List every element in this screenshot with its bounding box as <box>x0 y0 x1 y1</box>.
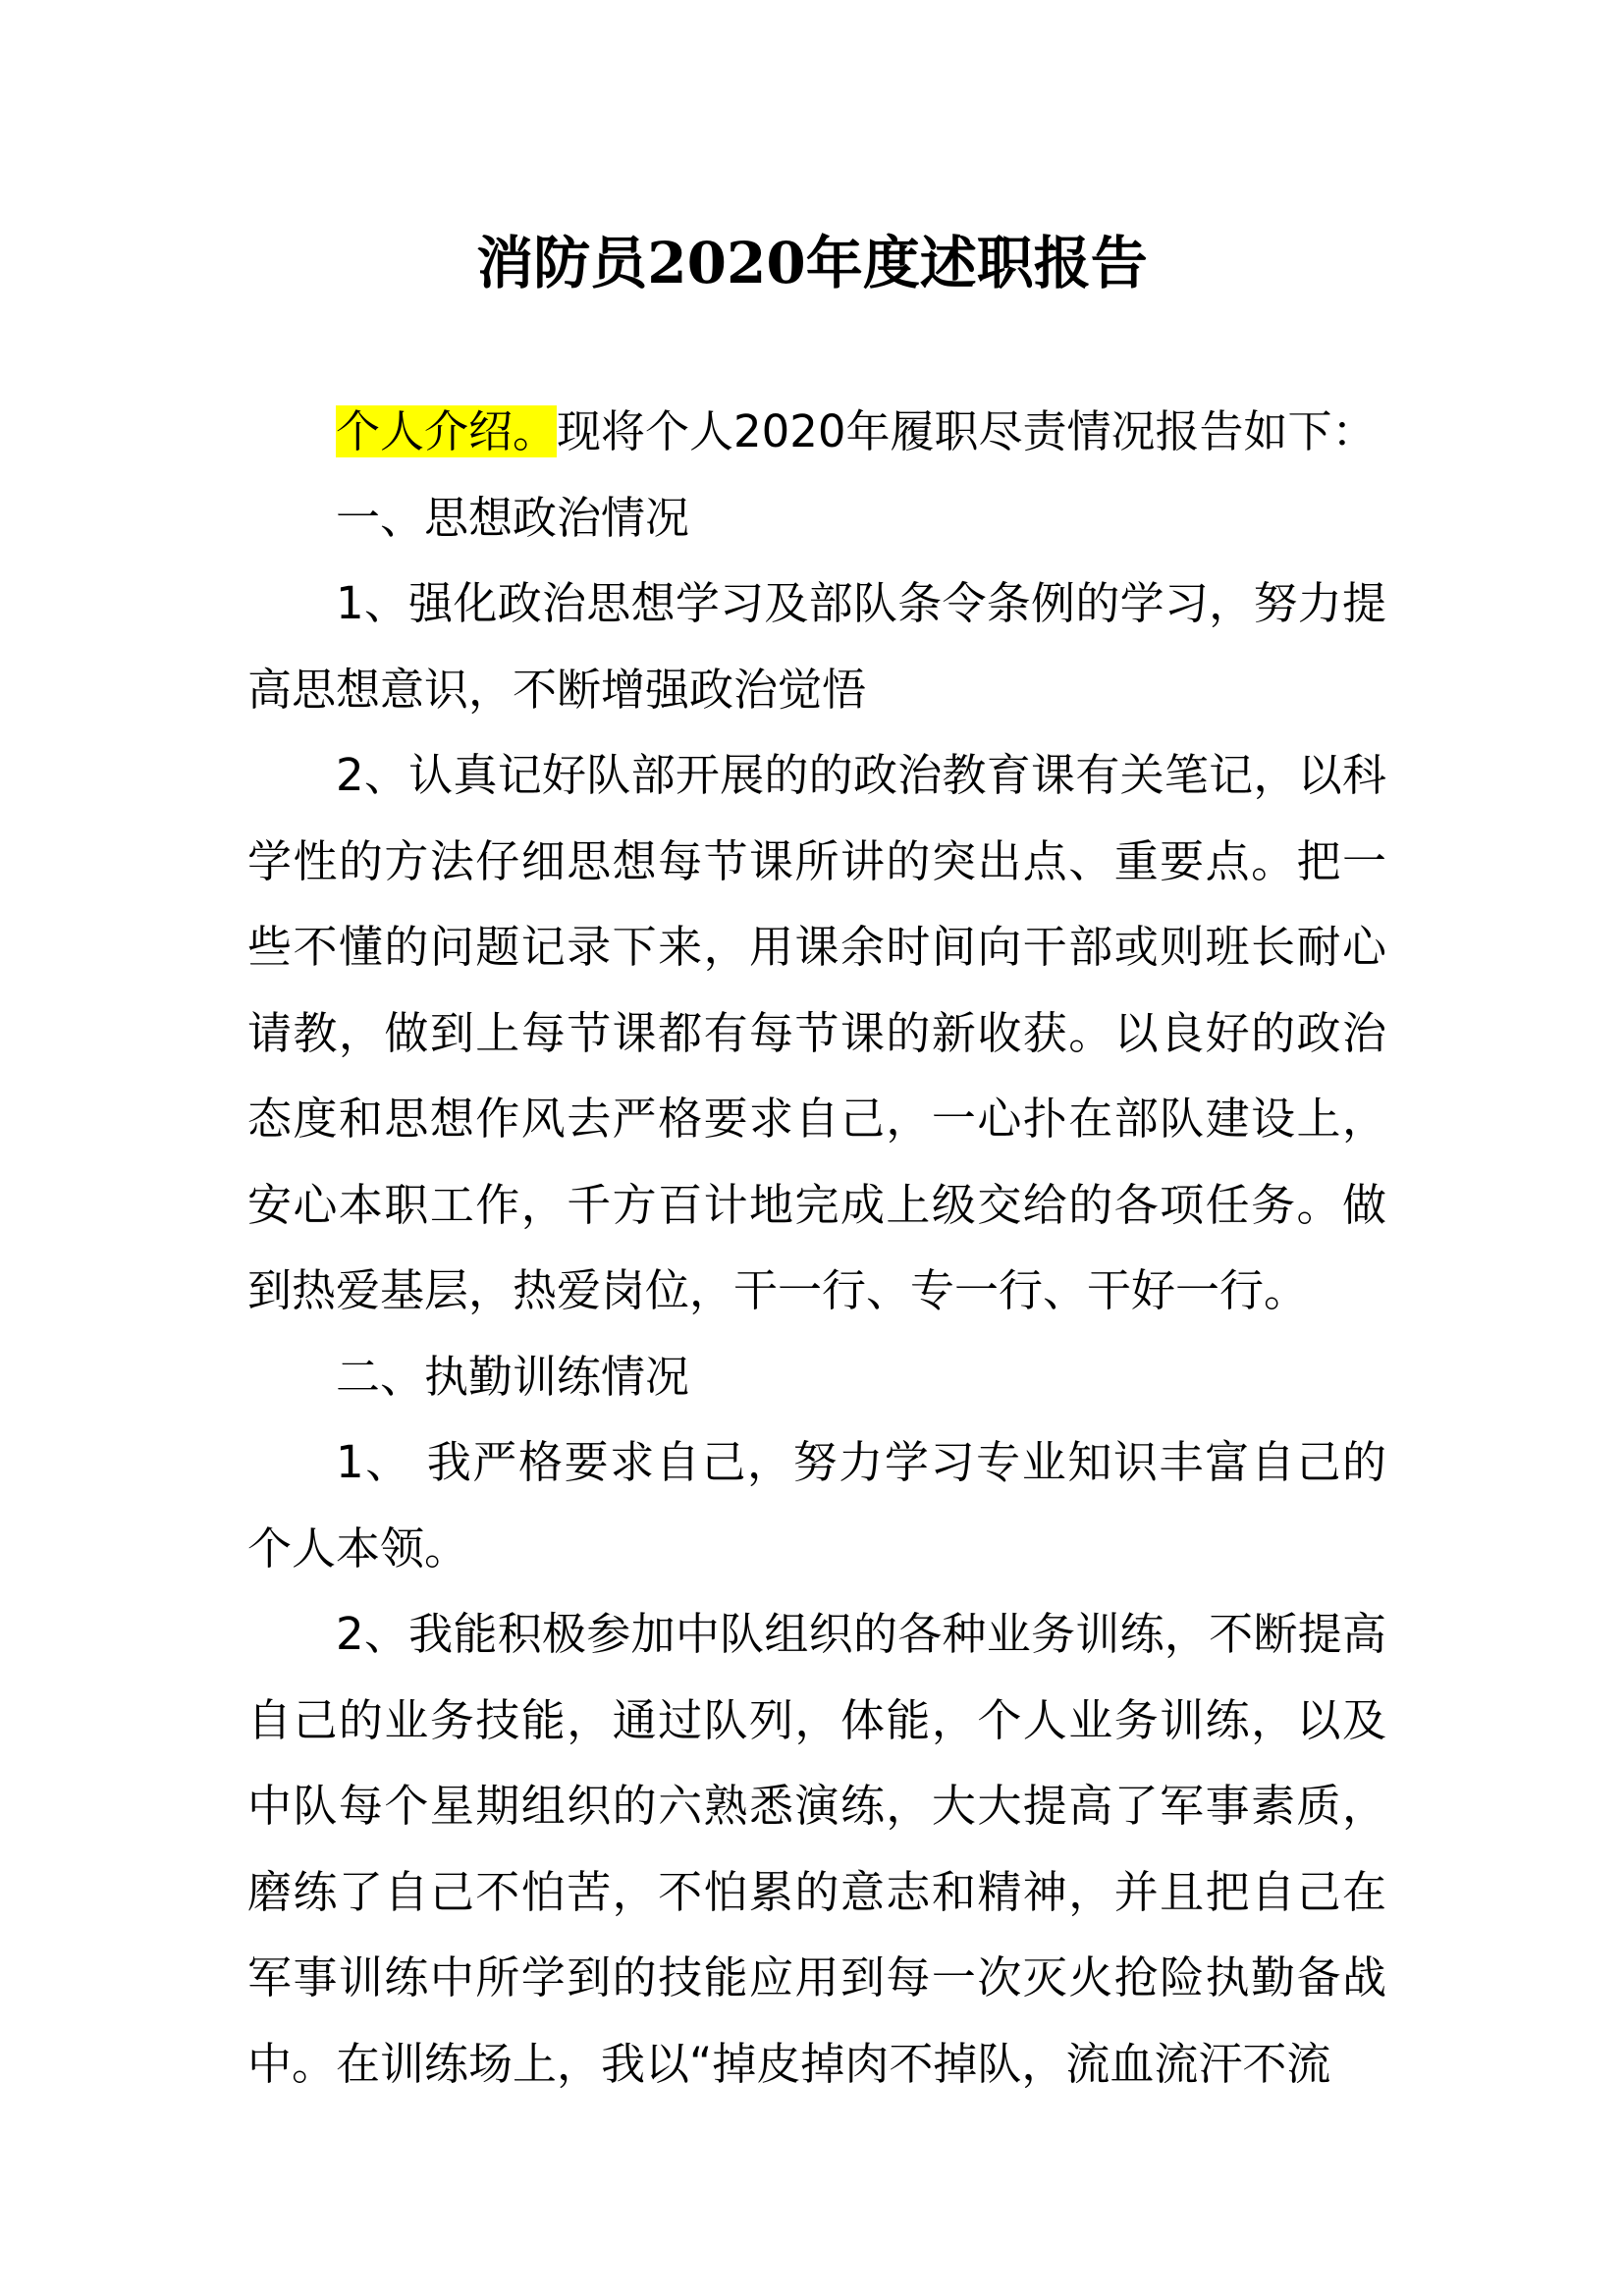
intro-paragraph <box>247 389 1386 475</box>
paragraph: 1、 我严格要求自己，努力学习专业知识丰富自己的个人本领。 <box>247 1436 1386 1575</box>
document-body <box>247 389 1386 2107</box>
highlighted-text: 个人介绍。 <box>336 405 558 457</box>
paragraph: 2、我能积极参加中队组织的各种业务训练，不断提高自己的业务技能，通过队列，体能，个人业务训练，以及中队每个星期组织的六熟悉演练，大大提高了军事素质，磨练了自己不怕苦，不怕累的意志和精神，并且把自己在军事训练中所学到的技能应用到每一次灭火抢险执勤备战中。在训练场上，我以“掉皮掉肉不掉队，流血流汗不流 <box>247 1608 1386 2090</box>
paragraph: 2、认真记好队部开展的的政治教育课有关笔记，以科学性的方法仔细思想每节课所讲的突出点、重要点。把一些不懂的问题记录下来，用课余时间向干部或则班长耐心请教，做到上每节课都有每节课的新收获。以良好的政治态度和思想作风去严格要求自己，一心扑在部队建设上，安心本职工作，千方百计地完成上级交给的各项任务。做到热爱基层，热爱岗位，干一行、专一行、干好一行。 <box>247 749 1386 1316</box>
paragraph: 1、强化政治思想学习及部队条令条例的学习，努力提高思想意识，不断增强政治觉悟 <box>247 577 1386 716</box>
section-heading-training: 二、执勤训练情况 <box>336 1350 690 1403</box>
document-title: 消防员2020年度述职报告 <box>476 230 1148 296</box>
intro-text: 现将个人2020年履职尽责情况报告如下： <box>557 405 1377 457</box>
section-heading-politics: 一、思想政治情况 <box>336 491 690 544</box>
